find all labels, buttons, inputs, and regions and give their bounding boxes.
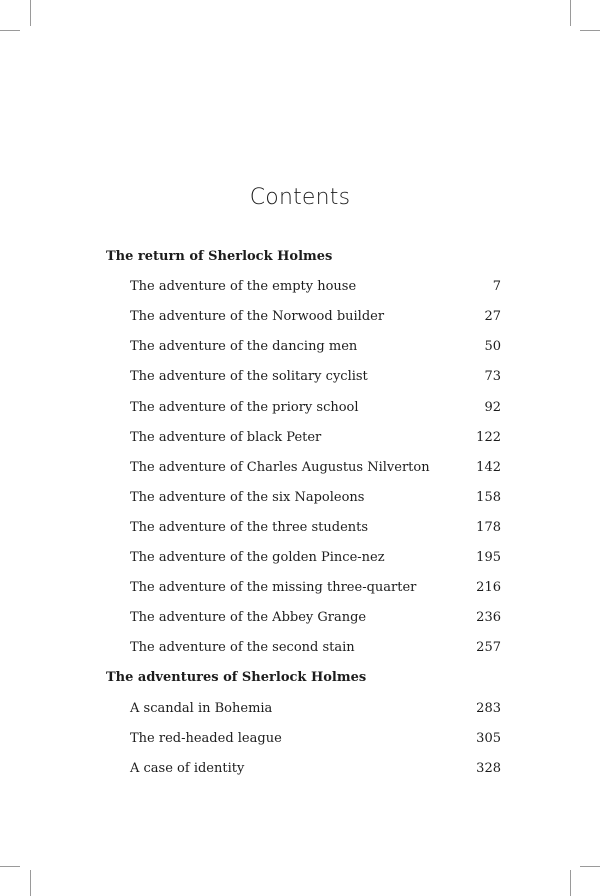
toc-entry xyxy=(0,547,600,569)
crop-mark xyxy=(570,0,571,26)
toc-entry xyxy=(0,698,600,720)
toc-entry-title: The adventure of the empty house xyxy=(130,279,357,294)
toc-entry xyxy=(0,607,600,629)
toc-entry xyxy=(0,397,600,419)
toc-entry-title: The adventure of the six Napoleons xyxy=(130,490,365,505)
toc-page-number: 305 xyxy=(476,731,501,746)
toc-entry-title: A case of identity xyxy=(130,761,245,776)
toc-entry-title: The adventure of black Peter xyxy=(130,430,322,445)
toc-section-title: The adventures of Sherlock Holmes xyxy=(106,670,367,685)
toc-section-title: The return of Sherlock Holmes xyxy=(106,249,333,264)
toc-entry xyxy=(0,758,600,780)
toc-page-number: 328 xyxy=(476,761,501,776)
toc-section-heading xyxy=(0,246,600,268)
toc-page-number: 283 xyxy=(476,701,501,716)
toc-entry-title: The adventure of the Abbey Grange xyxy=(130,610,367,625)
toc-entry xyxy=(0,366,600,388)
crop-mark xyxy=(570,870,571,896)
toc-entry xyxy=(0,276,600,298)
toc-entry xyxy=(0,306,600,328)
crop-mark xyxy=(580,866,600,867)
toc-section-heading xyxy=(0,667,600,689)
toc-entry xyxy=(0,427,600,449)
toc-entry-title: The adventure of the priory school xyxy=(130,400,359,415)
crop-mark xyxy=(30,0,31,26)
toc-page-number: 27 xyxy=(484,309,501,324)
toc-entry-title: The adventure of the Norwood builder xyxy=(130,309,385,324)
crop-mark xyxy=(0,30,20,31)
toc-page-number: 73 xyxy=(484,369,501,384)
toc-entry xyxy=(0,577,600,599)
toc-entry xyxy=(0,336,600,358)
toc-page-number: 142 xyxy=(476,460,501,475)
toc-entry-title: The adventure of the three students xyxy=(130,520,369,535)
toc-entry-title: The adventure of Charles Augustus Nilverton xyxy=(130,460,430,475)
toc-page-number: 236 xyxy=(476,610,501,625)
toc-entry xyxy=(0,517,600,539)
toc-entry-title: A scandal in Bohemia xyxy=(130,701,273,716)
page-title: Contents xyxy=(249,185,351,210)
toc-entry-title: The red-headed league xyxy=(130,731,282,746)
toc-page-number: 122 xyxy=(476,430,501,445)
toc-entry-title: The adventure of the golden Pince-nez xyxy=(130,550,385,565)
toc-entry xyxy=(0,457,600,479)
toc-entry-title: The adventure of the missing three-quarter xyxy=(130,580,417,595)
toc-entry-title: The adventure of the second stain xyxy=(130,640,355,655)
toc-page-number: 7 xyxy=(492,279,501,294)
toc-page-number: 195 xyxy=(476,550,501,565)
toc-page-number: 257 xyxy=(476,640,501,655)
toc-entry xyxy=(0,637,600,659)
toc-page-number: 216 xyxy=(476,580,501,595)
toc-entry xyxy=(0,728,600,750)
toc-entry xyxy=(0,487,600,509)
toc-entry-title: The adventure of the solitary cyclist xyxy=(130,369,368,384)
crop-mark xyxy=(580,30,600,31)
toc-page-number: 92 xyxy=(484,400,501,415)
toc-entry-title: The adventure of the dancing men xyxy=(130,339,358,354)
toc-page-number: 178 xyxy=(476,520,501,535)
crop-mark xyxy=(30,870,31,896)
toc-page-number: 50 xyxy=(484,339,501,354)
crop-mark xyxy=(0,866,20,867)
toc-page-number: 158 xyxy=(476,490,501,505)
